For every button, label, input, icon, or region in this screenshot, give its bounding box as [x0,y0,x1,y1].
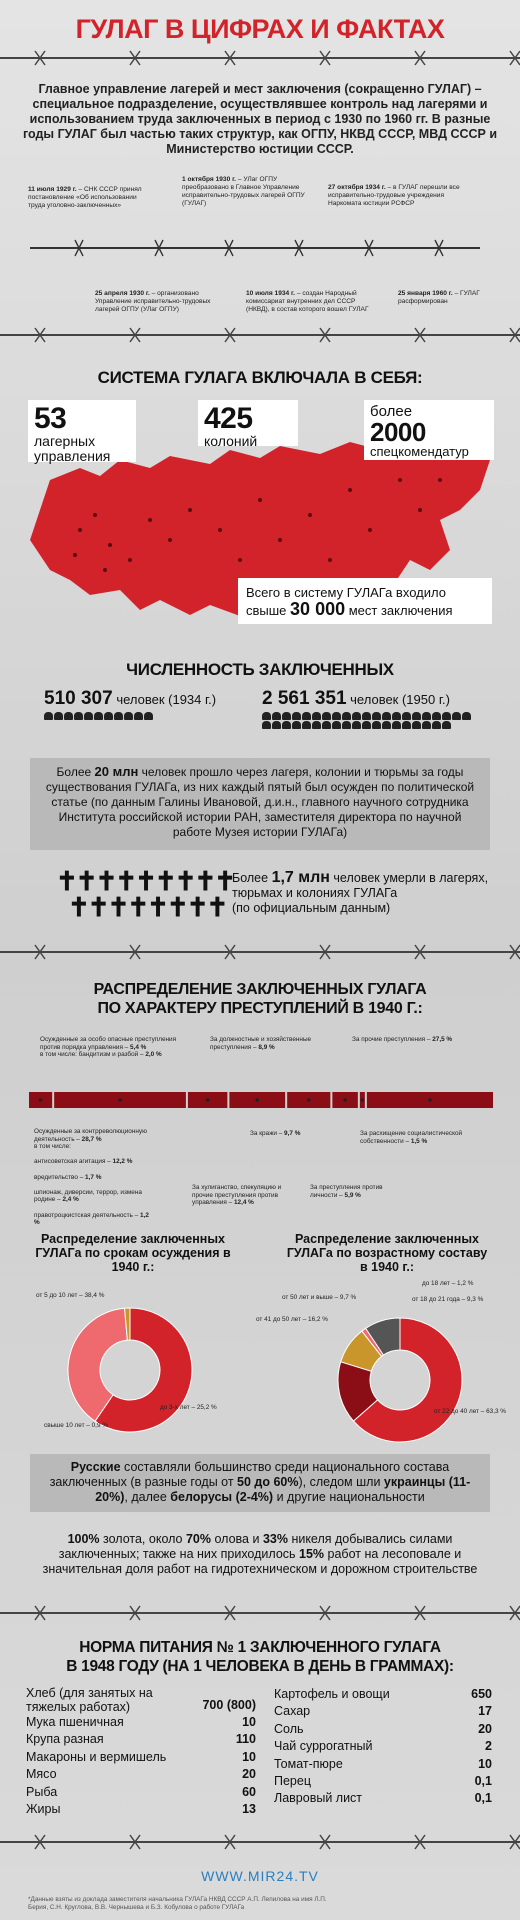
food-row: Картофель и овощи 650 [274,1687,492,1701]
donut-label: до 18 лет – 1,2 % [422,1280,474,1287]
food-row: Чай суррогатный 2 [274,1739,492,1754]
prisoners-1934: 510 307 человек (1934 г.) [44,688,217,709]
donut-label: свыше 10 лет – 0,9 % [44,1422,108,1429]
camps-stat: 53 лагерных управления [28,400,136,462]
food-row: Рыба 60 [26,1784,256,1799]
special-stat: более 2000 спецкомендатур [364,400,494,460]
passed-box: Более 20 млн человек прошло через лагеря, колонии и тюрьмы за годы существования ГУЛАГа, из них каждый пятый был осужден по политической статье (по данным Галины Ивановой, д.и.н., главного научного сотрудника Института российской истории РАН, заместителя директора по научной работе Музея истории ГУЛАГа) [30,758,490,850]
crime-bar-marker [343,1098,347,1102]
places-stat: Всего в систему ГУЛАГа входило свыше 30 000 мест заключения [238,578,492,624]
crime-bar-marker [307,1098,311,1102]
food-row: Томат-пюре 10 [274,1756,492,1771]
food-row: Сахар 17 [274,1704,492,1719]
labor-text: 100% золота, около 70% олова и 33% никеля добывались силами заключенных; также на них приходилось 15% работ на лесоповале и значительная доля работ на гидротехническом и дорожном строительстве [42,1532,478,1576]
timeline-event: 1 октября 1930 г. – УЛаг ОГПУ преобразовано в Главное Управление исправительно-трудовых лагерей ОГПУ (ГУЛАГ) [182,176,305,207]
timeline-event: 10 июля 1934 г. – создан Народный комиссариат внутренних дел СССР (НКВД), в состав которого вошел ГУЛАГ [246,290,369,313]
died-text: Более 1,7 млн человек умерли в лагерях, тюрьмах и колониях ГУЛАГа (по официальным данным) [232,869,489,915]
barbed-wire-divider [0,1832,520,1852]
crime-bar-marker [428,1098,432,1102]
crime-bar-marker [118,1098,122,1102]
crime-bar-marker [361,1098,365,1102]
crime-label: За расхищение социалистической собственности – 1,5 % [360,1130,463,1145]
crime-bar-marker [206,1098,210,1102]
donut-age-title: Распределение заключенных ГУЛАГа по возрастному составу в 1940 г.: [286,1232,488,1274]
donut-term [60,1300,200,1440]
crime-label: Осужденные за контрреволюционную деятельность – 28,7 % в том числе: антисоветская агитация – 12,2 % вредительство – 1,7 % шпионаж, диверсии, террор, измена родине – 2,4 % правотроцкистская деятельность – 1,2 % [34,1128,149,1227]
people-icons-1934 [44,712,164,720]
crime-label: Осужденные за особо опасные преступления против порядка управления – 5,4 % в том числе: бандитизм и разбой – 2,0 % [40,1036,177,1059]
food-row: Мука пшеничная 10 [26,1715,256,1729]
crime-label: За должностные и хозяйственные преступления – 8,9 % [210,1036,312,1051]
food-row: Крупа разная 110 [26,1732,256,1747]
crimes-heading: РАСПРЕДЕЛЕНИЕ ЗАКЛЮЧЕННЫХ ГУЛАГА ПО ХАРАКТЕРУ ПРЕСТУПЛЕНИЙ В 1940 Г.: [93,981,427,1017]
food-list-right [274,1686,492,1808]
barbed-wire-divider [0,942,520,962]
barbed-wire-divider [0,325,520,345]
food-row: Жиры 13 [26,1802,256,1817]
crime-bar-marker [39,1098,43,1102]
donut-age [330,1310,470,1450]
crime-label: За прочие преступления – 27,5 % [352,1036,453,1043]
nationality-box: Русские составляли большинство среди национального состава заключенных (в разные годы от 50 до 60%), следом шли украинцы (11-20%), далее белорусы (2-4%) и другие национальности [30,1454,490,1512]
crime-label: За хулиганство, спекуляцию и прочие преступления против управления – 12,4 % [192,1184,282,1207]
system-heading: СИСТЕМА ГУЛАГА ВКЛЮЧАЛА В СЕБЯ: [97,368,423,387]
barbed-wire-divider [0,1603,520,1623]
colonies-stat: 425 колоний [198,400,298,446]
food-row: Лавровый лист 0,1 [274,1791,492,1806]
donut-term-title: Распределение заключенных ГУЛАГа по срокам осуждения в 1940 г.: [35,1232,231,1274]
donut-label: от 22 до 40 лет – 63,3 % [434,1408,506,1415]
people-icons-1950 [262,712,472,729]
donut-label: от 41 до 50 лет – 16,2 % [256,1316,328,1323]
crimes-bar [28,1090,494,1110]
timeline-wire [30,236,480,260]
food-row: Хлеб (для занятых на тяжелых работах) 700 (800) [26,1686,256,1714]
crime-bar-marker [255,1098,259,1102]
crime-label: За преступления против личности – 5,9 % [310,1184,383,1199]
crime-label: За кражи – 9,7 % [250,1130,301,1137]
source-note: *Данные взяты из доклада заместителя начальника ГУЛАГа НКВД СССР А.П. Лепилова на имя Л.П. Берия, С.Н. Круглова, В.В. Чернышева и Б.З. Кобулова о работе ГУЛАГа [28,1896,327,1911]
site-link[interactable]: WWW.MIR24.TV [201,1868,319,1884]
timeline-event: 27 октября 1934 г. – в ГУЛАГ перешли все исправительно-трудовые учреждения Наркомата юстиции РСФСР [328,184,460,207]
prisoners-heading: ЧИСЛЕННОСТЬ ЗАКЛЮЧЕННЫХ [126,660,394,679]
food-row: Соль 20 [274,1721,492,1736]
food-row: Мясо 20 [26,1767,256,1782]
norm-heading: НОРМА ПИТАНИЯ № 1 ЗАКЛЮЧЕННОГО ГУЛАГА В 1948 ГОДУ (НА 1 ЧЕЛОВЕКА В ДЕНЬ В ГРАММАХ): [66,1639,454,1675]
intro-text: Главное управление лагерей и мест заключения (сокращенно ГУЛАГ) – специальное подразделение, осуществлявшее контроль над лагерями и использованием труда заключенных в период с 1930 по 1960 гг. В разные годы ГУЛАГ был частью таких структур, как ОГПУ, НКВД СССР, МВД СССР и Министерство юстиции СССР. [22,82,498,156]
donut-label: от 5 до 10 лет – 38,4 % [36,1292,105,1299]
prisoners-1950: 2 561 351 человек (1950 г.) [262,688,450,709]
timeline-event: 11 июля 1929 г. – СНК СССР принял постановление «Об использовании труда уголовно-заключенных» [28,186,142,209]
donut-label: от 50 лет и выше – 9,7 % [282,1294,357,1301]
donut-label: до 3-х лет – 25,2 % [160,1404,217,1411]
food-row: Макароны и вермишель 10 [26,1749,256,1764]
food-list-left [26,1686,256,1818]
donut-label: от 18 до 21 года – 9,3 % [412,1296,484,1303]
crosses-icon: ✝✝✝✝✝✝✝✝✝ ✝✝✝✝✝✝✝✝ [56,866,235,922]
food-row: Перец 0,1 [274,1774,492,1789]
timeline-event: 25 января 1960 г. – ГУЛАГ расформирован [398,290,480,305]
timeline-event: 25 апреля 1930 г. – организовано Управление исправительно-трудовых лагерей ОГПУ (УЛаг ОГПУ) [95,290,211,313]
page-title: ГУЛАГ В ЦИФРАХ И ФАКТАХ [75,14,445,44]
barbed-wire-divider [0,48,520,68]
